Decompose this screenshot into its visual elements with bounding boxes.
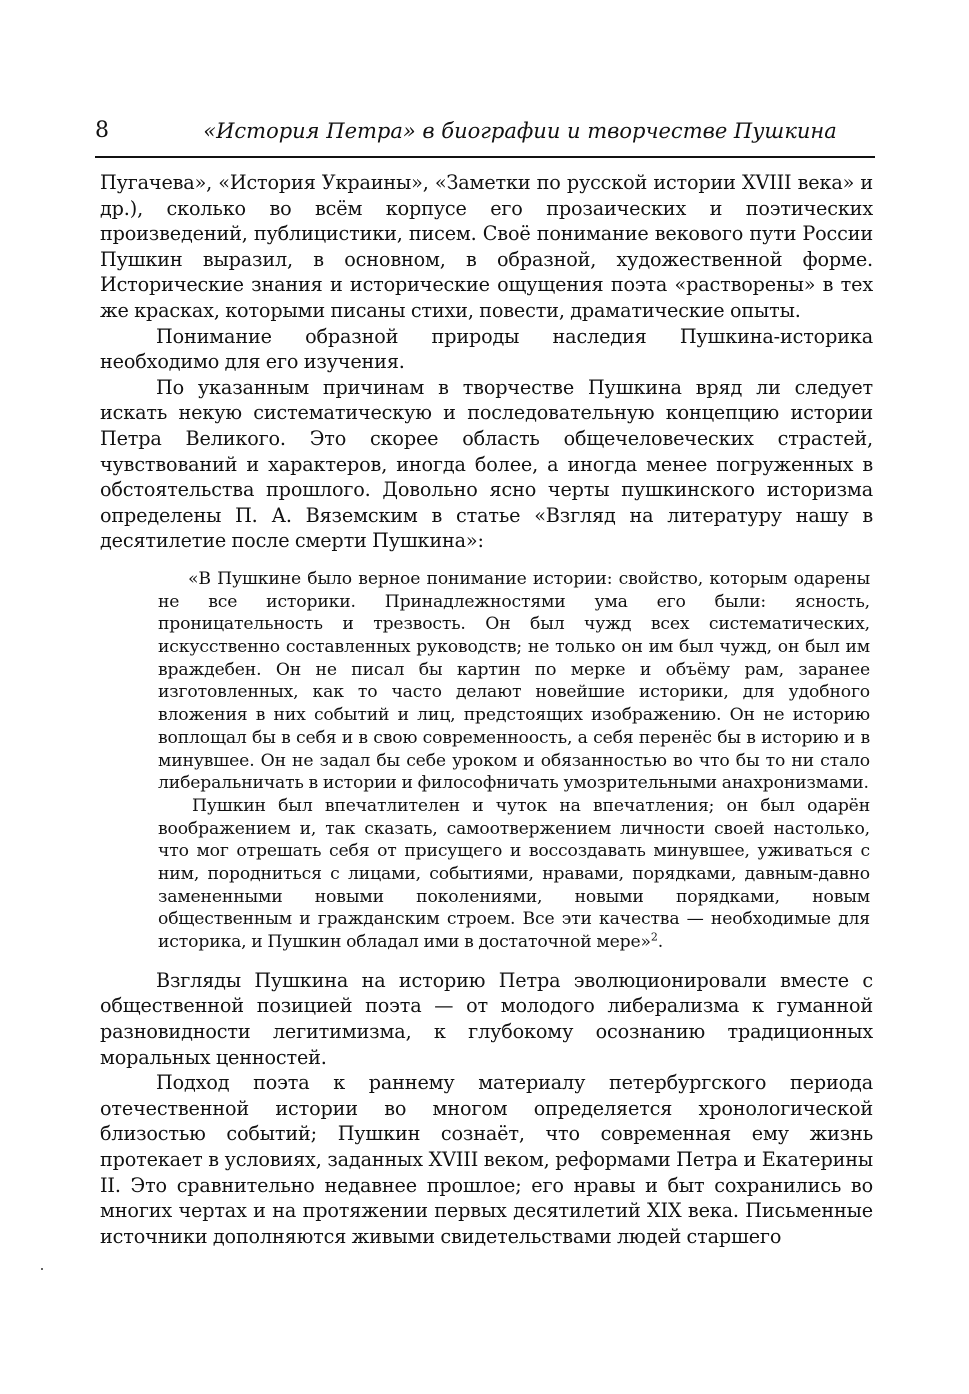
footnote-marker: 2 bbox=[650, 930, 658, 944]
quote-paragraph: «В Пушкине было верное понимание истории: свойство, которым одарены не все историки. Принадлежностями ума его были: ясность, проницательность и трезвость. Он был чужд всех систематических, искусственно составленных руководств; не только он им был чужд, он был им враждебен. Он не писал бы картин по мерке и объёму рам, заранее изготовленных, как то часто делают новейшие историки, для удобного вложения в них событий и лиц, предстоящих изображению. Он не историю воплощал бы в себя и в свою современноость, а себя перенёс бы в историю и в минувшее. Он не задал бы себе уроком и обязанностью во что бы то ни стало либеральничать в истории и философничать умозрительными анахронизмами. bbox=[158, 568, 870, 794]
paragraph: По указанным причинам в творчестве Пушкина вряд ли следует искать некую систематическую и последовательную концепцию истории Петра Великого. Это скорее область общечеловеческих страстей, чувствований и характеров, иногда более, а иногда менее погруженных в обстоятельства прошлого. Довольно ясно черты пушкинского историзма определены П. А. Вяземским в статье «Взгляд на литературу нашу в десятилетие после смерти Пушкина»: bbox=[100, 375, 873, 553]
header-rule bbox=[95, 156, 875, 158]
block-quote bbox=[158, 568, 870, 954]
paragraph: Понимание образной природы наследия Пушкина-историка необходимо для его изучения. bbox=[100, 324, 873, 374]
page-number: 8 bbox=[95, 118, 109, 143]
quote-end-punctuation: . bbox=[657, 932, 664, 953]
quote-text: Пушкин был впечатлителен и чуток на впечатления; он был одарён воображением и, так сказать, самоотвержением личности своей настолько, что мог отрешать себя от присущего и воссоздавать минувшее, уживаться с ним, породниться с лицами, событиями, нравами, порядками, давным-давно замененными новыми поколениями, новыми порядками, новым общественным и гражданским строем. Все эти качества — необходимые для историка, и Пушкин обладал ими в достаточной мере» bbox=[158, 795, 870, 953]
running-head bbox=[95, 116, 875, 146]
paragraph: Подход поэта к раннему материалу петербургского периода отечественной истории во многом определяется хронологической близостью событий; Пушкин сознаёт, что современная ему жизнь протекает в условиях, заданных XVIII веком, реформами Петра и Екатерины II. Это сравнительно недавнее прошлое; его нравы и быт сохранились во многих чертах и на протяжении первых десятилетий XIX века. Письменные источники дополняются живыми свидетельствами людей старшего bbox=[100, 1071, 873, 1248]
running-title: «История Петра» в биографии и творчестве Пушкина bbox=[203, 119, 837, 143]
paragraph: Взгляды Пушкина на историю Петра эволюционировали вместе с общественной позицией поэта — от молодого либерализма к гуманной разновидности легитимизма, к глубокому осознанию традиционных моральных ценностей. bbox=[100, 968, 873, 1069]
quote-paragraph bbox=[158, 795, 870, 954]
body-text bbox=[100, 170, 873, 1249]
scan-speck bbox=[41, 1268, 43, 1270]
paragraph-continuation: Пугачева», «История Украины», «Заметки по русской истории XVIII века» и др.), сколько во всём корпусе его прозаических и поэтических произведений, публицистики, писем. Своё понимание векового пути России Пушкин выразил, в основном, в образной, художественной форме. Исторические знания и исторические ощущения поэта «растворены» в тех же красках, которыми писаны стихи, повести, драматические опыты. bbox=[100, 171, 873, 322]
